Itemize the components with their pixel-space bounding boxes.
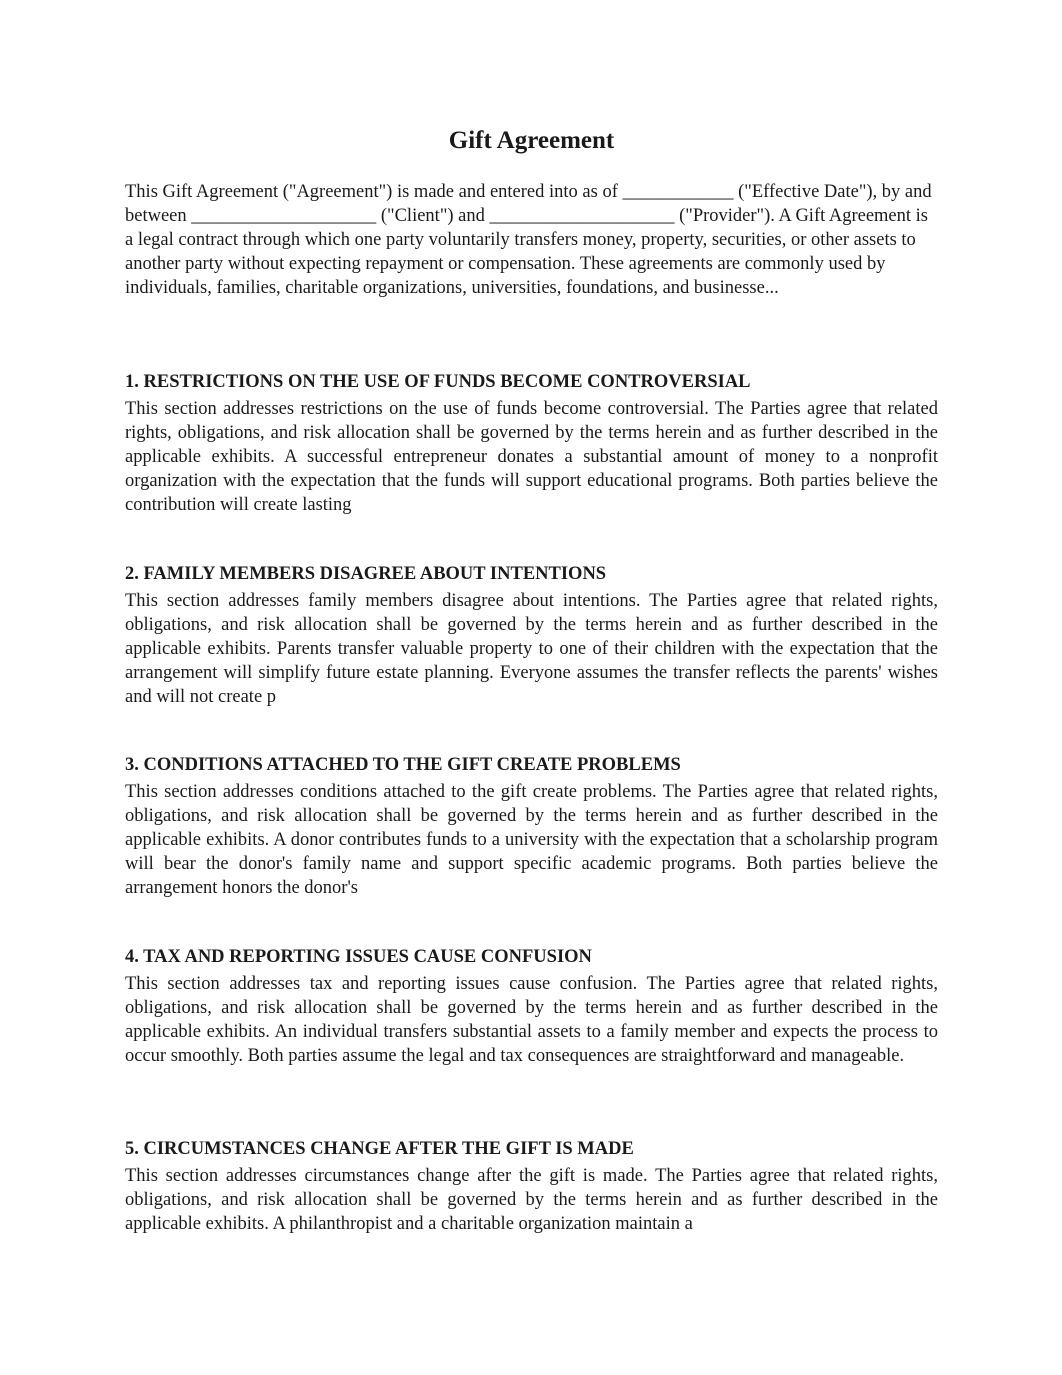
- section-3: [125, 753, 938, 900]
- section-heading: 5. CIRCUMSTANCES CHANGE AFTER THE GIFT IS MADE: [125, 1139, 634, 1159]
- section-1: [125, 370, 938, 517]
- document-title: Gift Agreement: [448, 127, 615, 154]
- section-heading: 3. CONDITIONS ATTACHED TO THE GIFT CREATE PROBLEMS: [125, 755, 681, 775]
- section-body: This section addresses conditions attached to the gift create problems. The Parties agree that related rights, obligations, and risk allocation shall be governed by the terms herein and as further described in the applicable exhibits. A donor contributes funds to a university with the expectation that a scholarship program will bear the donor's family name and support specific academic programs. Both parties believe the arrangement honors the donor's: [125, 782, 938, 898]
- section-body: This section addresses restrictions on the use of funds become controversial. The Parties agree that related rights, obligations, and risk allocation shall be governed by the terms herein and as further described in the applicable exhibits. A successful entrepreneur donates a substantial amount of money to a nonprofit organization with the expectation that the funds will support educational programs. Both parties believe the contribution will create lasting: [125, 399, 938, 515]
- section-heading: 4. TAX AND REPORTING ISSUES CAUSE CONFUSION: [125, 947, 592, 967]
- section-body: This section addresses circumstances change after the gift is made. The Parties agree that related rights, obligations, and risk allocation shall be governed by the terms herein and as further described in the applicable exhibits. A philanthropist and a charitable organization maintain a: [125, 1166, 938, 1234]
- intro-paragraph: This Gift Agreement ("Agreement") is made and entered into as of ____________ ("Effective Date"), by and between ____________________ ("Client") and ____________________ ("Provider"). A Gift Agreement is a legal contract through which one party voluntarily transfers money, property, securities, or other assets to another party without expecting repayment or compensation. These agreements are commonly used by individuals, families, charitable organizations, universities, foundations, and businesse...: [125, 182, 932, 298]
- section-4: [125, 945, 938, 1068]
- section-5: [125, 1137, 938, 1236]
- section-2: [125, 562, 938, 709]
- section-heading: 1. RESTRICTIONS ON THE USE OF FUNDS BECOME CONTROVERSIAL: [125, 372, 751, 392]
- section-heading: 2. FAMILY MEMBERS DISAGREE ABOUT INTENTIONS: [125, 564, 607, 584]
- section-body: This section addresses tax and reporting issues cause confusion. The Parties agree that related rights, obligations, and risk allocation shall be governed by the terms herein and as further described in the applicable exhibits. An individual transfers substantial assets to a family member and expects the process to occur smoothly. Both parties assume the legal and tax consequences are straightforward and manageable.: [125, 974, 938, 1066]
- section-body: This section addresses family members disagree about intentions. The Parties agree that related rights, obligations, and risk allocation shall be governed by the terms herein and as further described in the applicable exhibits. Parents transfer valuable property to one of their children with the expectation that the arrangement will simplify future estate planning. Everyone assumes the transfer reflects the parents' wishes and will not create p: [125, 591, 938, 707]
